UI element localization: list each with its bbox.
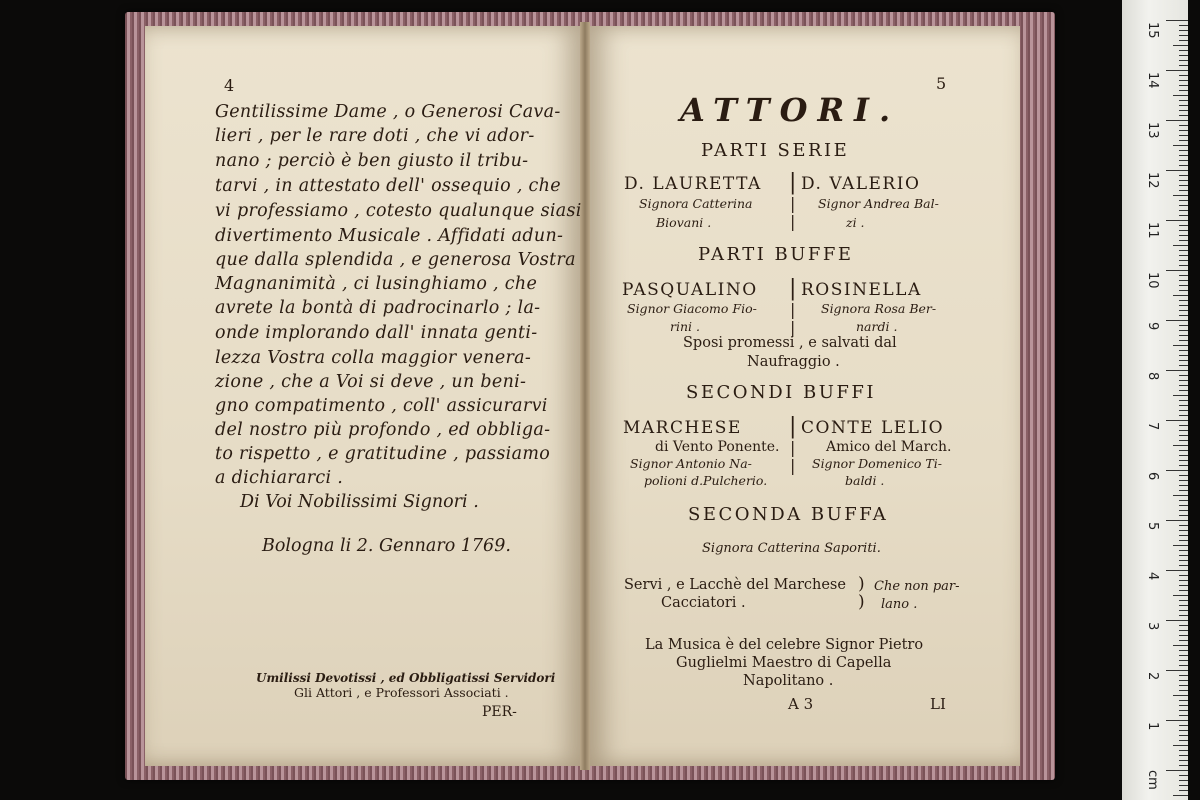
dedication-line: tarvi , in attestato dell' ossequio , che — [215, 176, 561, 196]
ruler-tick — [1179, 400, 1188, 401]
ruler-tick — [1179, 410, 1188, 411]
dedication-line: a dichiararci . — [215, 468, 344, 488]
column-divider: | — [790, 438, 796, 457]
ruler-tick — [1179, 450, 1188, 451]
ruler-tick — [1179, 585, 1188, 586]
ruler-tick — [1179, 315, 1188, 316]
ruler-tick — [1179, 150, 1188, 151]
ruler-tick — [1179, 105, 1188, 106]
ruler-tick — [1179, 485, 1188, 486]
ruler-tick — [1173, 595, 1188, 596]
section-heading-seconda-buffa: SECONDA BUFFA — [688, 504, 889, 525]
dedication-line: vi professiamo , cotesto qualunque siasi — [215, 201, 582, 221]
ruler-tick — [1166, 420, 1188, 421]
ruler-tick — [1179, 215, 1188, 216]
ruler-tick — [1166, 70, 1188, 71]
ruler-tick — [1179, 280, 1188, 281]
ruler-tick — [1173, 745, 1188, 746]
ruler-tick — [1179, 480, 1188, 481]
ruler-tick — [1179, 750, 1188, 751]
ruler-number: 11 — [1145, 222, 1160, 239]
dedication-line: divertimento Musicale . Affidati adun- — [215, 226, 564, 246]
ruler-tick — [1179, 635, 1188, 636]
ruler-tick — [1179, 715, 1188, 716]
ruler-tick — [1179, 435, 1188, 436]
measuring-ruler — [1122, 0, 1188, 800]
ruler-tick — [1179, 405, 1188, 406]
column-divider: | — [789, 414, 797, 439]
ruler-number: 6 — [1145, 472, 1160, 481]
ruler-tick — [1179, 135, 1188, 136]
ruler-tick — [1179, 40, 1188, 41]
ruler-tick — [1179, 155, 1188, 156]
role-name: PASQUALINO — [622, 280, 758, 300]
ruler-tick — [1179, 130, 1188, 131]
dedication-line: nano ; perciò è ben giusto il tribu- — [215, 151, 529, 171]
ruler-tick — [1179, 660, 1188, 661]
roles-note: Sposi promessi , e salvati dal — [683, 335, 897, 351]
ruler-tick — [1179, 680, 1188, 681]
roles-note: Naufraggio . — [747, 354, 840, 370]
ruler-tick — [1179, 705, 1188, 706]
ruler-tick — [1166, 570, 1188, 571]
ruler-tick — [1179, 700, 1188, 701]
column-divider: | — [790, 194, 796, 213]
ruler-tick — [1179, 110, 1188, 111]
ruler-tick — [1179, 610, 1188, 611]
ruler-tick — [1179, 425, 1188, 426]
singer-name: Signor Andrea Bal- — [818, 196, 939, 211]
ruler-tick — [1173, 295, 1188, 296]
ruler-tick — [1179, 35, 1188, 36]
ruler-tick — [1179, 160, 1188, 161]
column-divider: | — [790, 300, 796, 319]
ruler-tick — [1179, 475, 1188, 476]
ruler-tick — [1179, 335, 1188, 336]
singer-name: Signora Catterina — [639, 196, 753, 211]
ruler-tick — [1179, 730, 1188, 731]
role-name: ROSINELLA — [801, 280, 922, 300]
ruler-number: 9 — [1145, 322, 1160, 331]
dedication-line: Gentilissime Dame , o Generosi Cava- — [215, 102, 561, 122]
ruler-tick — [1179, 265, 1188, 266]
ruler-tick — [1179, 260, 1188, 261]
ruler-tick — [1179, 560, 1188, 561]
dedication-line: avrete la bontà di padrocinarlo ; la- — [215, 298, 541, 318]
ruler-tick — [1179, 240, 1188, 241]
singer-name: Biovani . — [656, 215, 712, 230]
ruler-tick — [1179, 465, 1188, 466]
dedication-line: lezza Vostra colla maggior venera- — [215, 348, 532, 368]
ruler-tick — [1179, 190, 1188, 191]
ruler-tick — [1179, 785, 1188, 786]
ruler-tick — [1179, 75, 1188, 76]
ruler-tick — [1179, 380, 1188, 381]
music-credit: La Musica è del celebre Signor Pietro — [645, 637, 924, 653]
extras-line: Cacciatori . — [661, 595, 746, 611]
ruler-tick — [1173, 95, 1188, 96]
music-credit: Napolitano . — [743, 673, 834, 689]
catchword: LI — [930, 695, 946, 713]
ruler-tick — [1179, 210, 1188, 211]
page-title: ATTORI. — [680, 91, 901, 129]
ruler-tick — [1173, 495, 1188, 496]
ruler-tick — [1179, 440, 1188, 441]
ruler-tick — [1173, 795, 1188, 796]
ruler-tick — [1179, 460, 1188, 461]
bracket: ) — [858, 592, 865, 612]
ruler-number: 3 — [1145, 622, 1160, 631]
ruler-tick — [1179, 60, 1188, 61]
ruler-tick — [1179, 115, 1188, 116]
ruler-tick — [1179, 185, 1188, 186]
ruler-tick — [1179, 225, 1188, 226]
ruler-tick — [1166, 620, 1188, 621]
ruler-tick — [1179, 300, 1188, 301]
salutation: Di Voi Nobilissimi Signori . — [240, 492, 479, 512]
ruler-tick — [1179, 625, 1188, 626]
ruler-tick — [1179, 500, 1188, 501]
ruler-tick — [1179, 590, 1188, 591]
ruler-tick — [1173, 645, 1188, 646]
dedication-line: que dalla splendida , e generosa Vostra — [215, 250, 576, 270]
ruler-tick — [1179, 490, 1188, 491]
ruler-tick — [1179, 360, 1188, 361]
ruler-tick — [1179, 555, 1188, 556]
letter-date: Bologna li 2. Gennaro 1769. — [262, 536, 511, 556]
ruler-tick — [1179, 305, 1188, 306]
ruler-tick — [1179, 355, 1188, 356]
music-credit: Guglielmi Maestro di Capella — [676, 655, 892, 671]
ruler-tick — [1179, 735, 1188, 736]
singer-name: Signora Rosa Ber- — [821, 301, 937, 316]
ruler-tick — [1179, 140, 1188, 141]
ruler-tick — [1179, 550, 1188, 551]
catchword: PER- — [482, 704, 517, 720]
ruler-tick — [1179, 605, 1188, 606]
role-description: Amico del March. — [826, 439, 952, 455]
ruler-tick — [1173, 45, 1188, 46]
ruler-tick — [1179, 530, 1188, 531]
singer-name: rini . — [670, 319, 700, 334]
ruler-tick — [1179, 665, 1188, 666]
singer-name: Signor Giacomo Fio- — [627, 301, 757, 316]
singer-name: polioni d.Pulcherio. — [644, 473, 768, 488]
ruler-tick — [1179, 760, 1188, 761]
ruler-number: 15 — [1145, 22, 1160, 39]
ruler-number: 13 — [1145, 122, 1160, 139]
ruler-tick — [1166, 470, 1188, 471]
ruler-number: 10 — [1145, 272, 1160, 289]
ruler-tick — [1179, 330, 1188, 331]
ruler-tick — [1179, 515, 1188, 516]
extras-note: Che non par- — [874, 579, 960, 594]
ruler-tick — [1166, 520, 1188, 521]
dedication-line: zione , che a Voi si deve , un beni- — [215, 372, 527, 392]
ruler-tick — [1179, 200, 1188, 201]
ruler-tick — [1179, 690, 1188, 691]
singer-name: nardi . — [856, 319, 898, 334]
singer-name: zi . — [846, 215, 865, 230]
ruler-number: 4 — [1145, 572, 1160, 581]
ruler-tick — [1179, 365, 1188, 366]
dedication-line: del nostro più profondo , ed obbliga- — [215, 420, 551, 440]
ruler-tick — [1179, 80, 1188, 81]
dedication-line: Magnanimità , ci lusinghiamo , che — [215, 274, 538, 294]
ruler-tick — [1179, 90, 1188, 91]
ruler-number: 2 — [1145, 672, 1160, 681]
singer-name: baldi . — [845, 473, 885, 488]
bracket: ) — [858, 574, 865, 594]
ruler-number: 14 — [1145, 72, 1160, 89]
section-heading-parti-serie: PARTI SERIE — [701, 140, 850, 161]
ruler-tick — [1179, 100, 1188, 101]
ruler-tick — [1166, 170, 1188, 171]
section-heading-parti-buffe: PARTI BUFFE — [698, 244, 854, 265]
ruler-tick — [1173, 345, 1188, 346]
column-divider: | — [790, 456, 796, 475]
signature-mark: A 3 — [788, 695, 814, 713]
ruler-tick — [1179, 30, 1188, 31]
ruler-tick — [1179, 655, 1188, 656]
role-description: di Vento Ponente. — [655, 439, 780, 455]
ruler-tick — [1166, 670, 1188, 671]
ruler-tick — [1179, 165, 1188, 166]
ruler-tick — [1173, 445, 1188, 446]
ruler-number: 1 — [1145, 722, 1160, 731]
section-heading-secondi-buffi: SECONDI BUFFI — [686, 382, 876, 403]
column-divider: | — [789, 276, 797, 301]
ruler-tick — [1166, 120, 1188, 121]
book-gutter — [580, 22, 590, 770]
ruler-tick — [1179, 615, 1188, 616]
ruler-tick — [1179, 725, 1188, 726]
ruler-tick — [1173, 145, 1188, 146]
ruler-tick — [1173, 695, 1188, 696]
ruler-tick — [1179, 710, 1188, 711]
ruler-tick — [1179, 565, 1188, 566]
ruler-tick — [1179, 650, 1188, 651]
ruler-tick — [1179, 765, 1188, 766]
ruler-tick — [1173, 195, 1188, 196]
ruler-tick — [1179, 175, 1188, 176]
ruler-tick — [1179, 325, 1188, 326]
ruler-tick — [1179, 775, 1188, 776]
ruler-tick — [1179, 525, 1188, 526]
singer-name: Signora Catterina Saporiti. — [702, 541, 881, 556]
signature-line: Umilissi Devotissi , ed Obbligatissi Servidori — [256, 671, 556, 685]
ruler-tick — [1179, 205, 1188, 206]
ruler-tick — [1179, 50, 1188, 51]
extras-line: Servi , e Lacchè del Marchese — [624, 577, 846, 593]
dedication-line: onde implorando dall' innata genti- — [215, 323, 538, 343]
dedication-line: lieri , per le rare doti , che vi ador- — [215, 126, 535, 146]
ruler-tick — [1179, 25, 1188, 26]
ruler-tick — [1179, 415, 1188, 416]
ruler-tick — [1179, 790, 1188, 791]
ruler-number: 8 — [1145, 372, 1160, 381]
ruler-tick — [1179, 505, 1188, 506]
ruler-tick — [1166, 720, 1188, 721]
ruler-tick — [1166, 370, 1188, 371]
left-page-number: 4 — [224, 76, 235, 95]
ruler-tick — [1179, 350, 1188, 351]
ruler-number: 7 — [1145, 422, 1160, 431]
extras-note: lano . — [881, 597, 918, 612]
dedication-line: to rispetto , e gratitudine , passiamo — [215, 444, 551, 464]
role-name: MARCHESE — [623, 418, 742, 438]
ruler-tick — [1166, 320, 1188, 321]
ruler-tick — [1179, 575, 1188, 576]
ruler-tick — [1179, 540, 1188, 541]
ruler-tick — [1179, 430, 1188, 431]
ruler-tick — [1179, 310, 1188, 311]
ruler-tick — [1166, 270, 1188, 271]
ruler-tick — [1173, 245, 1188, 246]
ruler-tick — [1179, 85, 1188, 86]
ruler-tick — [1179, 600, 1188, 601]
ruler-tick — [1179, 275, 1188, 276]
ruler-tick — [1179, 630, 1188, 631]
ruler-tick — [1166, 220, 1188, 221]
role-name: D. VALERIO — [801, 174, 921, 194]
ruler-tick — [1179, 685, 1188, 686]
ruler-tick — [1179, 780, 1188, 781]
ruler-tick — [1179, 580, 1188, 581]
ruler-tick — [1179, 285, 1188, 286]
ruler-tick — [1179, 340, 1188, 341]
ruler-tick — [1179, 755, 1188, 756]
ruler-tick — [1179, 640, 1188, 641]
ruler-unit: cm — [1145, 770, 1160, 790]
ruler-tick — [1179, 250, 1188, 251]
ruler-tick — [1166, 20, 1188, 21]
ruler-tick — [1179, 375, 1188, 376]
ruler-tick — [1179, 55, 1188, 56]
ruler-tick — [1179, 510, 1188, 511]
column-divider: | — [789, 170, 797, 195]
ruler-tick — [1179, 290, 1188, 291]
ruler-tick — [1179, 180, 1188, 181]
ruler-tick — [1166, 770, 1188, 771]
ruler-tick — [1173, 395, 1188, 396]
ruler-tick — [1179, 65, 1188, 66]
ruler-tick — [1179, 675, 1188, 676]
ruler-tick — [1179, 230, 1188, 231]
role-name: CONTE LELIO — [801, 418, 945, 438]
right-page-number: 5 — [936, 74, 947, 93]
ruler-number: 12 — [1145, 172, 1160, 189]
column-divider: | — [790, 318, 796, 337]
role-name: D. LAURETTA — [624, 174, 762, 194]
ruler-tick — [1179, 740, 1188, 741]
singer-name: Signor Antonio Na- — [630, 456, 752, 471]
ruler-tick — [1179, 535, 1188, 536]
ruler-tick — [1179, 255, 1188, 256]
dedication-line: gno compatimento , coll' assicurarvi — [215, 396, 548, 416]
ruler-tick — [1179, 455, 1188, 456]
singer-name: Signor Domenico Ti- — [812, 456, 942, 471]
ruler-tick — [1173, 545, 1188, 546]
ruler-tick — [1179, 385, 1188, 386]
ruler-tick — [1179, 235, 1188, 236]
signature-line: Gli Attori , e Professori Associati . — [294, 685, 509, 700]
ruler-tick — [1179, 390, 1188, 391]
ruler-tick — [1179, 125, 1188, 126]
ruler-number: 5 — [1145, 522, 1160, 531]
column-divider: | — [790, 212, 796, 231]
